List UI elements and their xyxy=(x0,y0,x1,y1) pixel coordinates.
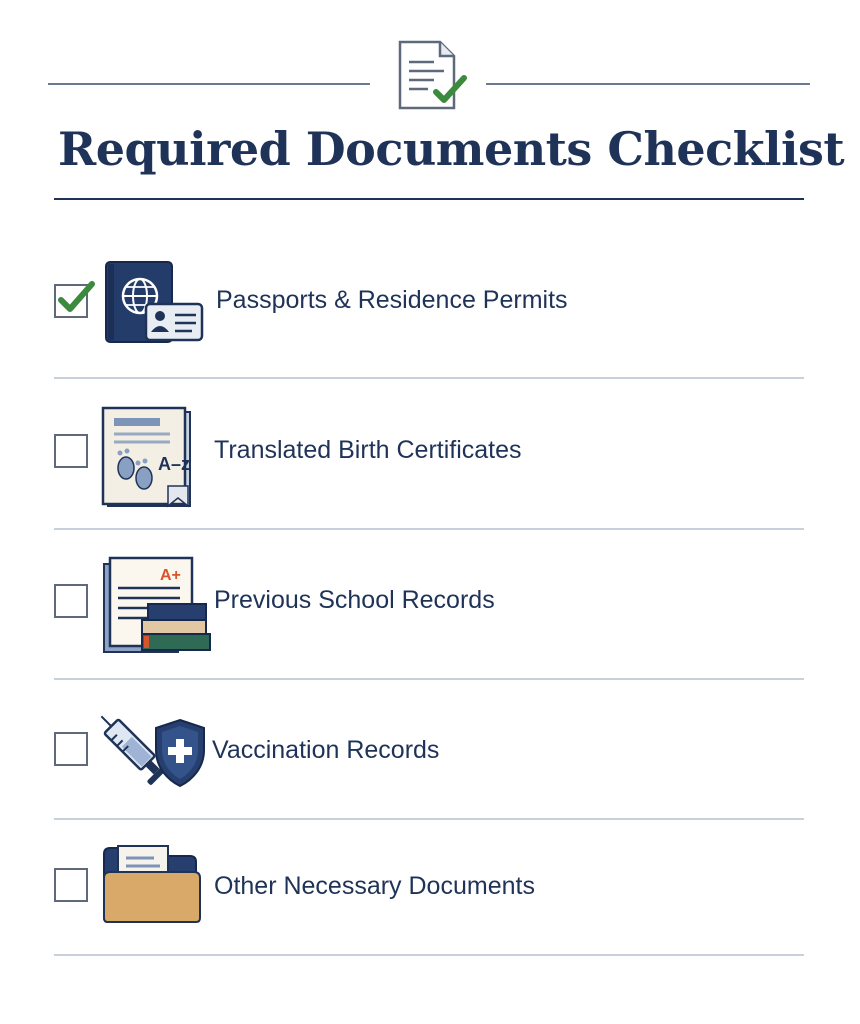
row-divider xyxy=(54,377,804,379)
item-label-other: Other Necessary Documents xyxy=(214,872,535,900)
document-check-icon xyxy=(396,40,470,112)
checklist-item-birth-certificates xyxy=(0,400,860,530)
svg-text:A+: A+ xyxy=(160,567,181,584)
checkbox-vaccination[interactable] xyxy=(54,732,88,766)
item-label-vaccination: Vaccination Records xyxy=(212,736,440,764)
checkbox-passports[interactable] xyxy=(54,284,88,318)
header-divider-right xyxy=(486,83,810,85)
row-divider xyxy=(54,678,804,680)
passport-id-icon xyxy=(104,260,204,344)
checklist-item-other xyxy=(0,830,860,960)
checkbox-school-records[interactable] xyxy=(54,584,88,618)
checklist-item-vaccination xyxy=(0,690,860,820)
row-divider xyxy=(54,818,804,820)
title-underline xyxy=(54,198,804,200)
header-divider-left xyxy=(48,83,370,85)
checkbox-birth-certificates[interactable] xyxy=(54,434,88,468)
row-divider xyxy=(54,954,804,956)
row-divider xyxy=(54,528,804,530)
svg-text:A–z: A–z xyxy=(158,454,191,474)
checklist-item-school-records xyxy=(0,550,860,680)
page-title: Required Documents Checklist xyxy=(58,122,845,176)
checklist-item-passports xyxy=(0,250,860,380)
item-label-school-records: Previous School Records xyxy=(214,586,495,614)
item-label-birth-certificates: Translated Birth Certificates xyxy=(214,436,522,464)
item-label-passports: Passports & Residence Permits xyxy=(216,286,568,314)
checkmark-icon xyxy=(54,276,98,316)
checkbox-other[interactable] xyxy=(54,868,88,902)
birth-certificate-icon xyxy=(100,406,200,510)
folder-icon xyxy=(102,844,202,924)
syringe-shield-icon xyxy=(96,696,208,792)
school-records-icon xyxy=(100,556,212,656)
